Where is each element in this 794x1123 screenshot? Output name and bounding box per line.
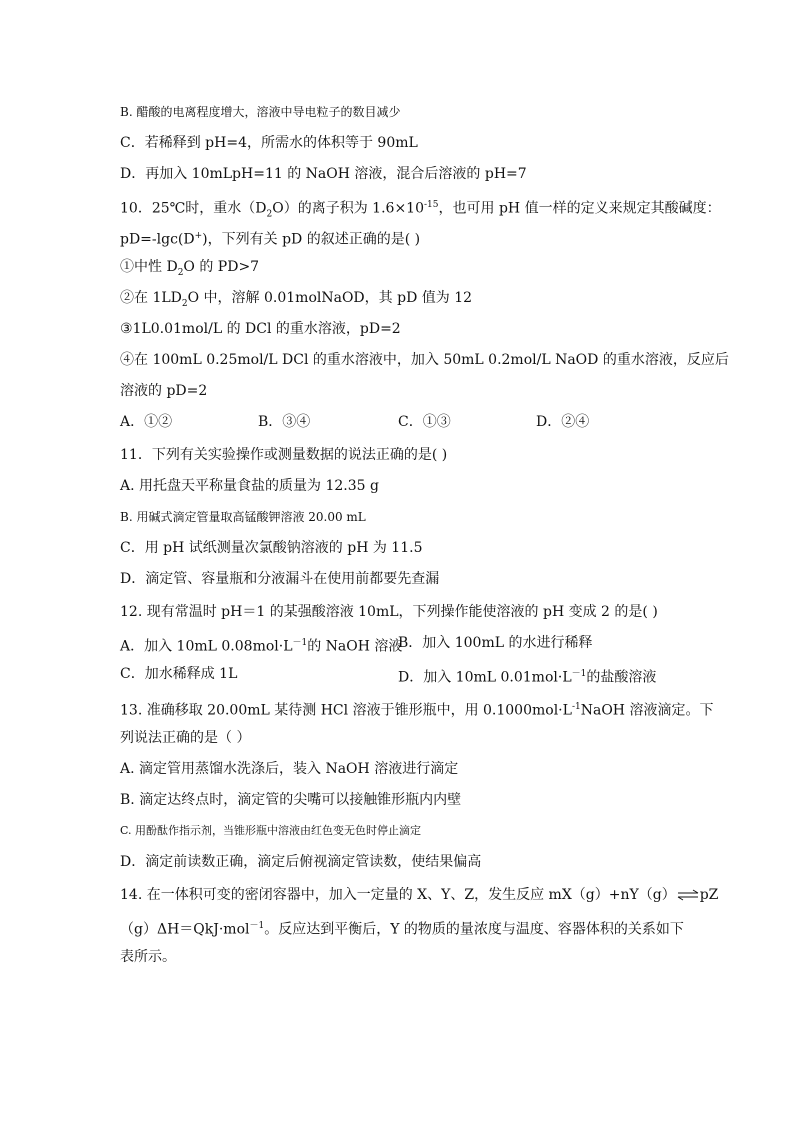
q11-option-c: C．用 pH 试纸测量次氯酸钠溶液的 pH 为 11.5: [120, 540, 423, 556]
q12-option-d: D．加入 10mL $0.01mol\cdot L^{-1}$的盐酸溶液: [398, 669, 657, 686]
q10-option-d: D．②④: [536, 414, 590, 430]
q13-option-d: D．滴定前读数正确，滴定后俯视滴定管读数，使结果偏高: [120, 854, 482, 870]
q10-statement-1: ①中性 $D_2O$ 的 PD>7: [120, 259, 260, 278]
q13-stem-line2: 列说法正确的是（ ）: [120, 730, 251, 746]
q10-option-c: C．①③: [398, 414, 451, 430]
q11-stem: 11．下列有关实验操作或测量数据的说法正确的是( ): [120, 447, 448, 463]
q9-option-c: C．若稀释到 pH=4，所需水的体积等于 90mL: [120, 135, 418, 151]
q13-stem-line1: 13. 准确移取 20.00mL 某待测 HCl 溶液于锥形瓶中，用 $0.1000mol\cdot L^{-1}NaOH$ 溶液滴定。下: [120, 702, 714, 719]
q9-option-b: B. 醋酸的电离程度增大，溶液中导电粒子的数目减少: [120, 105, 401, 119]
q11-option-b: B. 用碱式滴定管量取高锰酸钾溶液 20.00 mL: [120, 510, 366, 524]
q10-stem-line1: 10．25℃时，重水$(D_2O)$的离子积为 $1.6\times 10^{-15}$，也可用 pH 值一样的定义来规定其酸碱度：: [120, 200, 721, 220]
q14-stem-line1: 14. 在一体积可变的密闭容器中，加入一定量的 X、Y、Z，发生反应 mX（g）+nY（g） pZ: [120, 887, 719, 903]
q10-option-b: B．③④: [258, 414, 311, 430]
q10-statement-2: ②在 $1LD_2O$ 中，溶解 0.01molNaOD，其 pD 值为 12: [120, 290, 473, 309]
q11-option-d: D．滴定管、容量瓶和分液漏斗在使用前都要先查漏: [120, 571, 440, 587]
q14-stem-line3: 表所示。: [120, 949, 176, 965]
q12-option-a: A．加入 10mL $0.08mol\cdot L^{-1}$的 NaOH 溶液: [120, 638, 403, 655]
equilibrium-arrow-icon: [677, 889, 699, 901]
q10-statement-4: ④在 100mL 0.25mol/L DCl 的重水溶液中，加入 50mL 0.2mol/L NaOD 的重水溶液，反应后: [120, 352, 729, 368]
q10-statement-3: ③1L0.01mol/L 的 DCl 的重水溶液，pD=2: [120, 321, 401, 337]
q12-stem: 12. 现有常温时 pH＝1 的某强酸溶液 10mL，下列操作能使溶液的 pH 变成 2 的是( ): [120, 604, 658, 620]
q12-option-b: B．加入 100mL 的水进行稀释: [398, 635, 593, 651]
q14-stem-line2: （g）ΔH＝QkJ·mol$^{-1}$。反应达到平衡后，Y 的物质的量浓度与温度、容器体积的关系如下: [120, 921, 684, 938]
q9-option-d: D．再加入 10mLpH=11 的 NaOH 溶液，混合后溶液的 pH=7: [120, 166, 527, 182]
q13-option-c: C. 用酚酞作指示剂，当锥形瓶中溶液由红色变无色时停止滴定: [120, 824, 422, 837]
q10-statement-4-cont: 溶液的 pD=2: [120, 383, 208, 399]
q13-option-b: B. 滴定达终点时，滴定管的尖嘴可以接触锥形瓶内内壁: [120, 792, 462, 808]
q12-option-c: C．加水稀释成 1L: [120, 666, 238, 682]
q11-option-a: A. 用托盘天平称量食盐的质量为 12.35 g: [120, 478, 379, 494]
q13-option-a: A. 滴定管用蒸馏水洗涤后，装入 NaOH 溶液进行滴定: [120, 761, 459, 777]
q10-stem-line2: pD=-lgc(D+)，下列有关 pD 的叙述正确的是( ): [120, 231, 421, 248]
q10-option-a: A．①②: [120, 414, 173, 430]
